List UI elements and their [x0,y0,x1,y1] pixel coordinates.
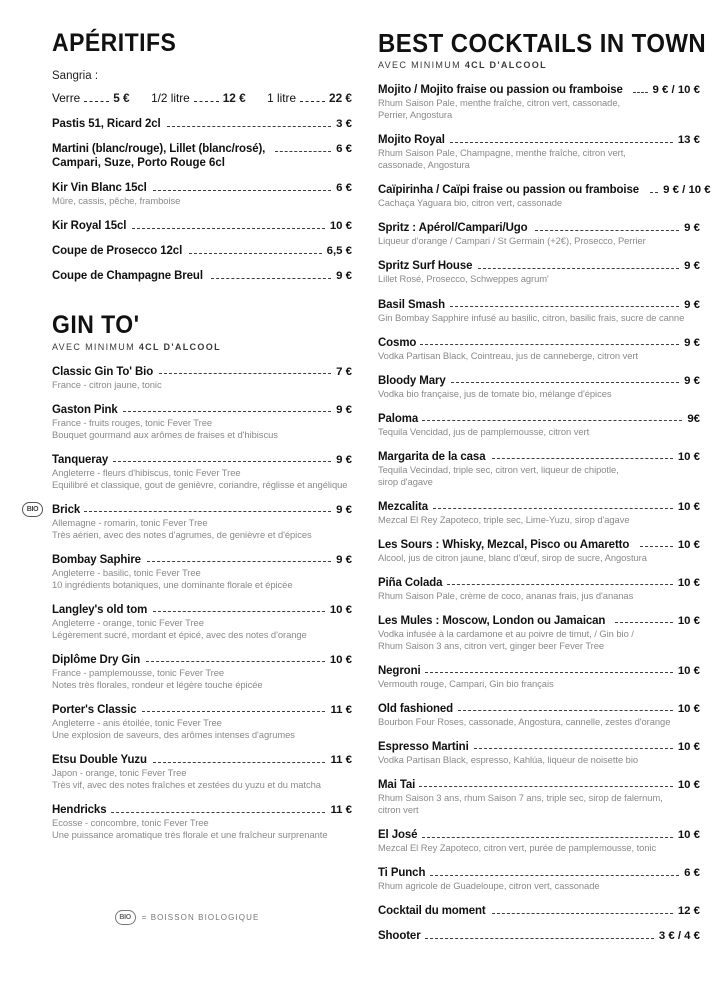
dots [167,126,331,127]
item-description-line2: Bouquet gourmand aux arômes de fraises et d'hibiscus [52,428,278,440]
item-head [52,268,352,282]
item-description: Gin Bombay Sapphire infusé au basilic, citron, basilic frais, sucre de canne [378,311,685,323]
item-price: 10 € [677,614,700,627]
item-head [378,449,700,463]
item-price: 9 € / 10 € [663,184,711,197]
item-name: Bombay Saphire [52,551,141,566]
item-name: Paloma [378,410,419,425]
item-description: Angleterre - basilic, tonic Fever Tree [52,566,201,578]
item-description: Lillet Rosé, Prosecco, Schweppes agrum' [378,273,549,285]
item-name: Coupe de Prosecco 12cl [52,243,183,258]
dots [650,192,658,193]
item-price: 10 € [329,603,352,616]
item-price: 9 € [336,553,352,566]
dots [211,278,332,279]
dots [84,511,331,512]
item-price: 3 € / 4 € [658,930,700,943]
item-head [378,411,700,425]
item-price: 9 € [684,374,700,387]
gin-item [52,364,352,391]
bio-icon: BIO [22,502,43,517]
item-price: 9 € [336,403,352,416]
cocktail-item [378,335,700,362]
aperitif-item [52,243,352,257]
cocktail-item [378,182,711,209]
gin-item-list [26,363,352,842]
item-price: 7 € [336,365,352,378]
dots [640,546,673,547]
item-description-line2: Perrier, Angostura [378,109,453,121]
item-head [378,777,700,791]
dots [422,837,673,838]
item-head [52,243,352,257]
item-head [378,132,700,146]
item-head [52,502,352,516]
cocktail-item [378,701,700,728]
gin-item [52,802,352,841]
item-name: Kir Royal 15cl [52,218,127,233]
dots [450,306,679,307]
item-name: Spritz Surf House [378,258,473,273]
item-description: Liqueur d'orange / Campari / St Germain (+2€), Prosecco, Perrier [378,235,646,247]
item-head [378,575,700,589]
item-head [52,652,352,666]
cocktail-item [378,903,700,917]
item-name: Pastis 51, Ricard 2cl [52,116,161,131]
gin-item [52,702,352,741]
item-name: Bloody Mary [378,372,446,387]
aperitifs-title: APÉRITIFS [52,29,177,57]
item-head [378,335,700,349]
sangria-label: Sangria : [52,70,99,83]
item-price: 10 € [677,829,700,842]
item-price: 9 € [684,260,700,273]
item-head [52,402,352,416]
item-price: 10 € [677,778,700,791]
cocktail-item [378,82,700,121]
item-description: Tequila Vencidad, jus de pamplemousse, citron vert [378,425,590,437]
item-price: 11 € [330,804,352,817]
item-head [378,182,711,197]
item-name: Etsu Double Yuzu [52,752,147,766]
item-head [52,552,352,566]
item-price: 11 € [330,703,352,716]
item-description: Tequila Vecindad, triple sec, citron vert, liqueur de chipotle, [378,463,619,475]
item-name: Porter's Classic [52,701,137,716]
item-description: Rhum Saison 3 ans, rhum Saison 7 ans, triple sec, sirop de falernum, [378,791,663,803]
item-name: Mezcalita [378,498,429,513]
item-name: Cosmo [378,334,417,349]
cocktail-item [378,297,700,324]
item-description: France - citron jaune, tonic [52,378,162,390]
aperitifs-section [52,30,352,282]
item-head [378,537,700,551]
item-name: Les Mules : Moscow, London ou Jamaican [378,612,606,627]
item-price: 10 € [677,450,700,463]
item-description: Rhum agricole de Guadeloupe, citron vert, cassonade [378,880,600,892]
sangria-verre-label: Verre [52,91,81,106]
item-name: Mai Tai [378,776,416,791]
item-description: Vodka Partisan Black, Cointreau, jus de canneberge, citron vert [378,349,639,361]
item-name: Cocktail du moment [378,903,486,918]
dots [300,101,325,102]
dots [450,142,673,143]
item-price: 6,5 € [326,245,352,258]
item-price: 12 € [677,905,700,918]
dots [425,938,654,939]
item-description-line2: Equilibré et classique, gout de genièvre, coriandre, réglisse et angélique [52,478,348,490]
dots [142,711,325,712]
cocktail-item [378,777,700,816]
gin-item [52,402,352,441]
item-head [52,802,352,816]
sangria-verre-price: 5 € [113,91,130,106]
item-description: Vermouth rouge, Campari, Gin bio français [378,677,554,689]
item-price: 9 € / 10 € [652,84,700,97]
item-name: Piña Colada [378,574,443,589]
aperitif-item [52,268,352,282]
item-price: 6 € [336,182,352,195]
dots [153,190,332,191]
item-name: Hendricks [52,802,107,817]
aperitif-item [52,116,352,130]
item-head [52,116,352,130]
item-price: 10 € [677,500,700,513]
item-description-line2: citron vert [378,803,419,815]
item-description: Vodka infusée à la cardamone et au poivre de timut, / Gin bio / [378,627,634,639]
item-name: Les Sours : Whisky, Mezcal, Pisco ou Amaretto [378,536,630,551]
item-name: Diplôme Dry Gin [52,651,141,666]
dots [451,382,679,383]
item-price: 9 € [336,453,352,466]
aperitif-item [52,180,352,207]
cocktail-item [378,499,700,526]
item-description: Mezcal El Rey Zapoteco, triple sec, Lime-Yuzu, sirop d'agave [378,513,630,525]
item-name: Mojito / Mojito fraise ou passion ou framboise [378,82,623,97]
dots [146,661,325,662]
item-description: Mûre, cassis, pêche, framboise [52,195,181,207]
item-price: 6 € [336,143,352,156]
item-head [52,602,352,616]
gin-title: GIN TO' [52,311,140,340]
item-name: Margarita de la casa [378,448,486,463]
item-head [378,258,700,272]
cocktail-item [378,411,700,438]
sangria-half-litre-price: 12 € [222,91,246,106]
item-head [52,141,352,155]
item-description: Rhum Saison Pale, crème de coco, ananas frais, jus d'ananas [378,589,634,601]
item-description: Cachaça Yaguara bio, citron vert, cassonade [378,197,563,209]
dots [159,373,331,374]
item-head [378,613,700,627]
cocktail-item [378,132,700,171]
dots [633,92,647,93]
bio-legend [22,910,352,925]
item-description-line2: cassonade, Angostura [378,159,470,171]
item-head [378,373,700,387]
item-price: 9 € [336,503,352,516]
cocktail-item [378,865,700,892]
gin-item [52,652,352,691]
cocktail-item [378,537,700,564]
item-price: 10 € [329,220,352,233]
gin-item [52,602,352,641]
item-head [378,903,700,917]
aperitifs-item-list [52,116,352,282]
item-price: 10 € [677,664,700,677]
item-description-line2: 10 ingrédients botaniques, une dominante florale et épicée [52,578,293,590]
dots [615,622,672,623]
item-name: Negroni [378,662,421,677]
item-price: 10 € [329,653,352,666]
item-description-line2: Rhum Saison 3 ans, citron vert, ginger beer Fever Tree [378,639,605,651]
item-description: France - fruits rouges, tonic Fever Tree [52,416,213,428]
item-head [378,865,700,879]
item-head [52,452,352,466]
cocktail-item [378,373,700,400]
item-head [378,220,700,234]
dots [153,611,325,612]
dots [478,268,679,269]
item-description: France - pamplemousse, tonic Fever Tree [52,666,225,678]
item-description-line2: Notes très florales, rondeur et légère touche épicée [52,678,263,690]
gin-subtitle [52,342,337,353]
item-name: Martini (blanc/rouge), Lillet (blanc/rosé), [52,141,266,156]
dots [123,411,331,412]
item-name: Espresso Martini [378,738,469,753]
item-name: Caïpirinha / Caïpi fraise ou passion ou framboise [378,182,640,197]
dots [189,253,321,254]
dots [492,458,673,459]
dots [84,101,109,102]
item-description: Alcool, jus de citron jaune, blanc d'œuf, sirop de sucre, Angostura [378,551,647,563]
item-name: Basil Smash [378,296,445,311]
item-description: Rhum Saison Pale, Champagne, menthe fraîche, citron vert, [378,147,626,159]
item-head [378,928,700,942]
item-name: Gaston Pink [52,401,118,416]
item-description-line2: Une puissance aromatique très florale et une fraîcheur surprenante [52,829,328,841]
cocktails-title: BEST COCKTAILS IN TOWN [378,28,707,58]
item-name: Mojito Royal [378,132,445,147]
item-price: 9 € [684,336,700,349]
dots [420,344,679,345]
dots [419,786,672,787]
item-name: Ti Punch [378,865,426,880]
item-description-line2: Très vif, avec des notes fraîches et zestées du yuzu et du matcha [52,779,321,791]
item-name: El José [378,827,418,842]
item-description: Vodka Partisan Black, espresso, Kahlúa, liqueur de noisette bio [378,753,639,765]
dots [132,228,325,229]
gin-subtitle-prefix: AVEC MINIMUM [52,341,139,353]
item-price: 9 € [684,222,700,235]
aperitif-item [52,218,352,232]
gin-subtitle-bold: 4CL D'ALCOOL [138,341,221,353]
gin-item [52,752,352,791]
dots [433,508,673,509]
gin-item [52,552,352,591]
cocktail-item [378,258,700,285]
item-description-line2: Légèrement sucré, mordant et épicé, avec des notes d'orange [52,628,307,640]
item-description: Japon - orange, tonic Fever Tree [52,767,187,778]
cocktail-item [378,449,700,488]
dots [113,461,331,462]
dots [275,151,331,152]
item-name: Spritz : Apérol/Campari/Ugo [378,220,528,235]
item-description: Rhum Saison Pale, menthe fraîche, citron vert, cassonade, [378,97,621,109]
item-price: 13 € [677,134,700,147]
item-name: Shooter [378,928,421,943]
item-name: Tanqueray [52,451,109,466]
item-price: 9 € [336,270,352,283]
cocktail-item [378,220,700,247]
item-head [52,218,352,232]
dots [492,913,673,914]
item-description-line2: Très aérien, avec des notes d'agrumes, de genièvre et d'épices [52,528,312,540]
cocktail-item [378,575,700,602]
cocktail-item [378,739,700,766]
sangria-litre-label: 1 litre [267,91,297,106]
item-head [52,752,352,766]
item-description: Mezcal El Rey Zapoteco, citron vert, purée de pamplemousse, tonic [378,842,657,854]
gin-section [26,311,352,841]
cocktails-section [378,28,711,943]
item-name: Coupe de Champagne Breul [52,268,203,283]
item-description: Angleterre - orange, tonic Fever Tree [52,616,204,628]
item-price: 11 € [330,754,352,766]
item-head [378,297,700,311]
item-description: Ecosse - concombre, tonic Fever Tree [52,817,209,829]
dots [474,748,672,749]
sangria-half-litre-label: 1/2 litre [151,91,190,106]
item-name: Old fashioned [378,700,454,715]
item-name: Langley's old tom [52,601,148,616]
item-head [52,702,352,716]
item-price: 10 € [677,538,700,551]
item-head [378,499,700,513]
dots [153,762,326,763]
item-price: 6 € [684,867,700,880]
gin-item [52,452,352,491]
dots [535,230,679,231]
item-description: Vodka bio française, jus de tomate bio, mélange d'épices [378,387,612,399]
item-price: 3 € [336,118,352,131]
item-name: Classic Gin To' Bio [52,363,154,378]
item-price: 10 € [677,702,700,715]
cocktails-subtitle-bold: 4CL D'ALCOOL [464,60,547,72]
item-description: Allemagne - romarin, tonic Fever Tree [52,516,208,528]
cocktails-subtitle [378,60,684,71]
right-column [370,28,711,990]
item-price: 9 € [684,298,700,311]
dots [430,875,679,876]
item-description-line2: Une explosion de saveurs, des arômes intenses d'agrumes [52,728,295,740]
cocktails-subtitle-prefix: AVEC MINIMUM [378,60,465,72]
item-head [378,701,700,715]
cocktail-item [378,928,700,942]
item-description-line2: sirop d'agave [378,475,433,487]
sangria-price-row [52,91,352,105]
dots [194,101,219,102]
item-description: Angleterre - fleurs d'hibiscus, tonic Fever Tree [52,466,241,478]
dots [422,420,682,421]
bio-legend-text: = BOISSON BIOLOGIQUE [141,913,260,922]
aperitif-item [52,141,352,169]
item-price: 10 € [677,576,700,589]
dots [458,710,672,711]
item-description: Angleterre - anis étoilée, tonic Fever Tree [52,716,222,728]
dots [447,584,672,585]
dots [147,561,331,562]
item-name: Brick [52,501,81,516]
cocktails-item-list [378,82,711,943]
cocktail-item [378,827,700,854]
item-price: 10 € [677,740,700,753]
item-head [378,739,700,753]
item-head [378,82,700,96]
item-name: Kir Vin Blanc 15cl [52,180,147,195]
item-description: Bourbon Four Roses, cassonade, Angostura, cannelle, zestes d'orange [378,715,671,727]
item-head [378,827,700,841]
cocktail-item [378,613,700,652]
bio-icon: BIO [115,910,136,925]
dots [111,812,325,813]
item-head [52,364,352,378]
item-head [52,180,352,194]
item-name-line2: Campari, Suze, Porto Rouge 6cl [52,155,225,170]
sangria-litre-price: 22 € [329,91,352,106]
dots [425,672,673,673]
item-head [378,663,700,677]
cocktail-item [378,663,700,690]
item-price: 9€ [687,412,700,425]
left-column [22,30,352,990]
gin-item [26,501,352,541]
